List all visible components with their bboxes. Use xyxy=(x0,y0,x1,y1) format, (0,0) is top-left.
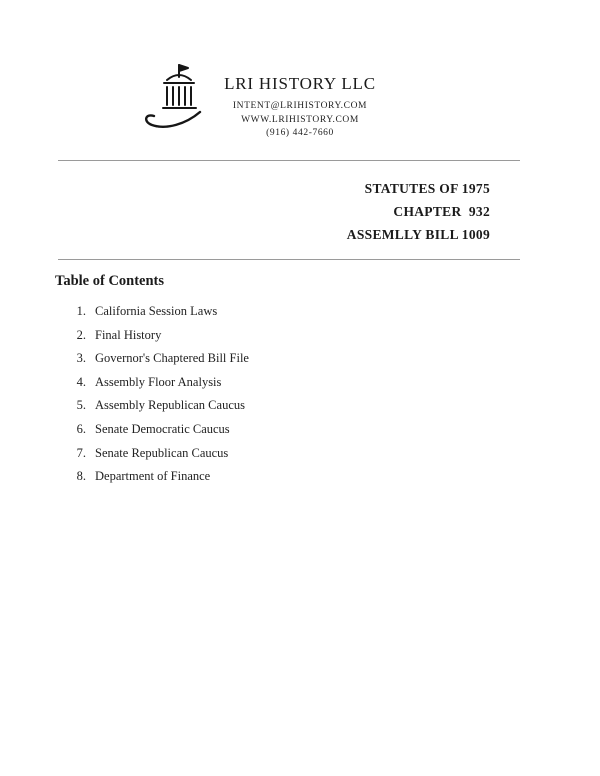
table-of-contents-list xyxy=(70,304,490,493)
website-text: WWW.LRIHISTORY.COM xyxy=(241,114,359,125)
top-divider xyxy=(58,160,520,161)
company-name: LRI HISTORY LLC xyxy=(224,74,376,93)
toc-item xyxy=(70,398,490,413)
toc-item-label: Senate Republican Caucus xyxy=(95,445,229,460)
toc-title: Table of Contents xyxy=(55,273,165,289)
toc-item xyxy=(70,351,490,366)
chapter-line: CHAPTER 932 xyxy=(393,204,490,219)
statutes-block xyxy=(347,177,490,246)
toc-item-number: 5. xyxy=(76,398,86,413)
toc-item-label: Assembly Floor Analysis xyxy=(95,374,222,389)
toc-item xyxy=(70,469,490,484)
middle-divider xyxy=(58,259,520,260)
phone-text: (916) 442-7660 xyxy=(266,128,334,138)
bill-line: ASSEMLLY BILL 1009 xyxy=(346,227,490,242)
toc-item xyxy=(70,422,490,437)
letterhead xyxy=(120,74,480,138)
toc-item xyxy=(70,304,490,319)
toc-item-label: Department of Finance xyxy=(95,469,211,484)
toc-item-number: 8. xyxy=(76,469,86,484)
toc-item xyxy=(70,328,490,343)
toc-item-number: 2. xyxy=(76,327,86,342)
toc-item-label: Governor's Chaptered Bill File xyxy=(95,351,249,366)
statutes-line: STATUTES OF 1975 xyxy=(364,181,490,196)
toc-item-number: 7. xyxy=(76,445,86,460)
toc-item-number: 6. xyxy=(76,421,86,436)
email-text: INTENT@LRIHISTORY.COM xyxy=(232,101,368,111)
toc-item-label: Senate Democratic Caucus xyxy=(95,421,230,436)
toc-item-label: Assembly Republican Caucus xyxy=(95,398,245,413)
toc-item xyxy=(70,446,490,461)
toc-item xyxy=(70,375,490,390)
toc-item-number: 4. xyxy=(76,374,86,389)
toc-item-number: 3. xyxy=(76,351,86,366)
toc-item-label: California Session Laws xyxy=(95,304,218,318)
toc-item-label: Final History xyxy=(95,327,162,342)
toc-item-number: 1. xyxy=(76,304,86,318)
